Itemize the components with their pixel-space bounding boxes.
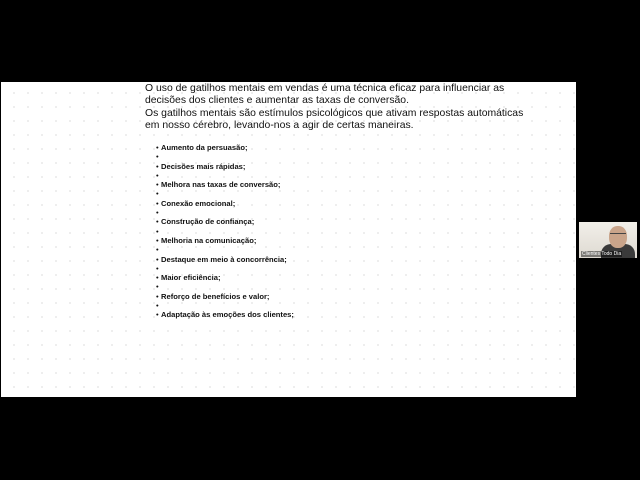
bullet-marker: • <box>156 282 159 292</box>
bullet-marker: • <box>156 291 159 301</box>
bullet-marker: • <box>156 245 159 255</box>
bullet-marker: • <box>156 301 159 311</box>
empty-bullet-line <box>156 282 294 291</box>
empty-bullet-line <box>156 208 294 217</box>
bullet-marker: • <box>156 152 159 162</box>
intro-text <box>145 83 540 133</box>
benefit-item <box>156 292 294 301</box>
bullet-marker: • <box>156 198 159 208</box>
participant-video-tile[interactable] <box>579 222 637 258</box>
empty-bullet-line <box>156 171 294 180</box>
empty-bullet-line <box>156 264 294 273</box>
bullet-marker: • <box>156 310 159 320</box>
benefit-text: Reforço de benefícios e valor; <box>161 291 270 301</box>
benefit-item <box>156 255 294 264</box>
intro-paragraph-1: O uso de gatilhos mentais em vendas é uma técnica eficaz para influenciar as decisões dos clientes e aumentar as taxas de conversão. <box>145 83 505 107</box>
benefit-item <box>156 310 294 319</box>
benefit-text: Adaptação às emoções dos clientes; <box>161 310 294 320</box>
empty-bullet-line <box>156 189 294 198</box>
bullet-marker: • <box>156 263 159 273</box>
benefit-text: Destaque em meio à concorrência; <box>161 254 287 264</box>
benefit-text: Aumento da persuasão; <box>161 143 248 152</box>
bullet-marker: • <box>156 161 159 171</box>
participant-name: Clientes Todo Dia <box>582 251 622 257</box>
bullet-marker: • <box>156 254 159 264</box>
participant-glasses <box>610 233 626 237</box>
bullet-marker: • <box>156 170 159 180</box>
benefit-item <box>156 273 294 282</box>
intro-paragraph-2: Os gatilhos mentais são estímulos psicológicos que ativam respostas automáticas em nosso cérebro, levando-nos a agir de certas maneiras. <box>145 107 524 132</box>
empty-bullet-line <box>156 152 294 161</box>
bullet-marker: • <box>156 226 159 236</box>
bullet-marker: • <box>156 273 159 283</box>
bullet-marker: • <box>156 189 159 199</box>
bullet-marker: • <box>156 208 159 218</box>
benefit-item <box>156 199 294 208</box>
benefit-text: Construção de confiança; <box>161 217 255 227</box>
bullet-marker: • <box>156 217 159 227</box>
benefit-text: Decisões mais rápidas; <box>161 161 246 171</box>
benefit-item <box>156 180 294 189</box>
bullet-marker: • <box>156 180 159 190</box>
benefit-text: Maior eficiência; <box>161 273 221 283</box>
benefit-text: Conexão emocional; <box>161 198 236 208</box>
empty-bullet-line <box>156 301 294 310</box>
benefit-text: Melhoria na comunicação; <box>161 235 257 245</box>
participant-head <box>609 226 627 248</box>
benefits-list <box>156 143 294 320</box>
benefit-item <box>156 217 294 226</box>
benefit-text: Melhora nas taxas de conversão; <box>161 180 281 190</box>
benefit-item <box>156 162 294 171</box>
empty-bullet-line <box>156 245 294 254</box>
benefit-item <box>156 236 294 245</box>
presentation-slide <box>1 82 576 397</box>
bullet-marker: • <box>156 143 159 152</box>
bullet-marker: • <box>156 235 159 245</box>
benefit-item <box>156 143 294 152</box>
empty-bullet-line <box>156 227 294 236</box>
